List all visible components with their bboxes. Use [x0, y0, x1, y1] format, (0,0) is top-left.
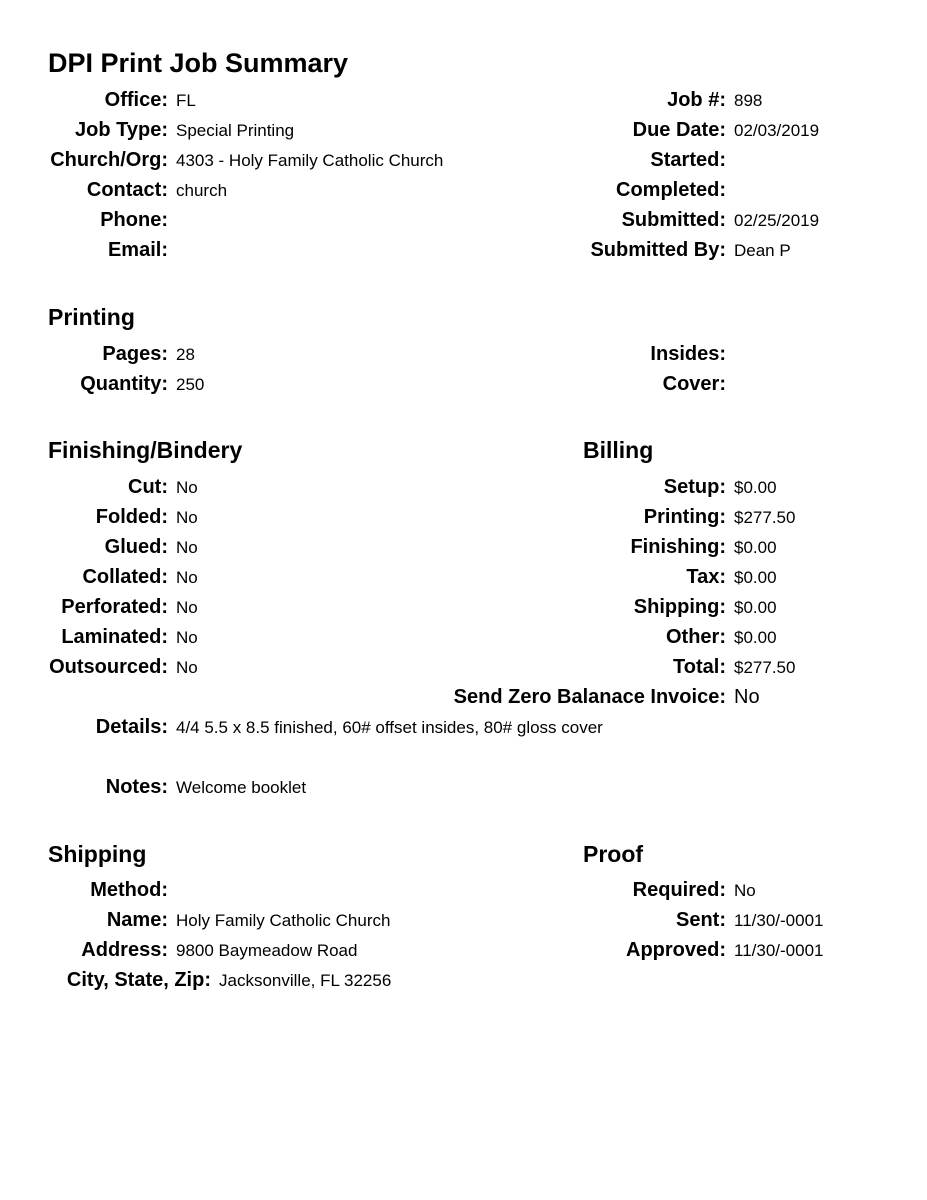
printing-heading: Printing — [48, 304, 135, 330]
billing-label: Other: — [666, 626, 726, 648]
completed-row — [0, 175, 927, 205]
billing-value: $0.00 — [734, 628, 777, 647]
billing-total-row — [0, 652, 927, 682]
finishing-label: Perforated: — [61, 596, 168, 618]
phone-label: Phone: — [100, 209, 168, 231]
church-label: Church/Org: — [50, 149, 168, 171]
billing-value: $277.50 — [734, 508, 796, 527]
completed-label: Completed: — [616, 179, 726, 201]
job-number-value: 898 — [734, 91, 763, 110]
pages-label: Pages: — [102, 343, 168, 365]
finishing-label: Glued: — [104, 536, 168, 558]
job-number-label: Job #: — [667, 89, 726, 111]
billing-row — [0, 562, 927, 592]
proof-approved-value: 11/30/-0001 — [734, 941, 824, 960]
billing-value: $0.00 — [734, 598, 777, 617]
proof-sent-value: 11/30/-0001 — [734, 911, 824, 930]
notes-row — [0, 772, 927, 802]
insides-label: Insides: — [650, 343, 726, 365]
method-label: Method: — [90, 879, 168, 901]
submitted-row — [0, 205, 927, 235]
contact-label: Contact: — [86, 179, 168, 201]
finishing-value: No — [176, 508, 198, 527]
due-date-row — [0, 115, 927, 145]
notes-label: Notes: — [105, 776, 168, 798]
job-number-row — [0, 85, 927, 115]
office-label: Office: — [104, 89, 168, 111]
ship-name-label: Name: — [106, 909, 168, 931]
quantity-label: Quantity: — [80, 373, 168, 395]
zero-balance-label: Send Zero Balanace Invoice: — [453, 686, 726, 708]
cover-row — [0, 369, 927, 399]
started-row — [0, 145, 927, 175]
finishing-label: Cut: — [128, 476, 168, 498]
city-state-zip-value: Jacksonville, FL 32256 — [219, 971, 392, 990]
billing-row — [0, 592, 927, 622]
notes-value: Welcome booklet — [176, 778, 307, 797]
shipping-heading: Shipping — [48, 841, 147, 867]
billing-label: Tax: — [686, 566, 726, 588]
finishing-label: Folded: — [95, 506, 168, 528]
city-state-zip-label: City, State, Zip: — [66, 969, 211, 991]
finishing-value: No — [176, 478, 198, 497]
quantity-value: 250 — [176, 375, 205, 394]
billing-total-label: Total: — [673, 656, 726, 678]
submitted-by-value: Dean P — [734, 241, 791, 260]
billing-row — [0, 532, 927, 562]
proof-required-value: No — [734, 881, 756, 900]
job-type-value: Special Printing — [176, 121, 295, 140]
billing-label: Printing: — [643, 506, 726, 528]
submitted-by-row — [0, 235, 927, 265]
finishing-label: Outsourced: — [49, 656, 168, 678]
proof-sent-label: Sent: — [676, 909, 726, 931]
billing-label: Shipping: — [633, 596, 726, 618]
page-title: DPI Print Job Summary — [48, 48, 349, 78]
proof-approved-row — [0, 935, 927, 965]
billing-label: Setup: — [663, 476, 726, 498]
office-value: FL — [176, 91, 196, 110]
billing-row — [0, 622, 927, 652]
finishing-value: No — [176, 598, 198, 617]
billing-row — [0, 502, 927, 532]
billing-value: $0.00 — [734, 478, 777, 497]
billing-row — [0, 472, 927, 502]
due-date-label: Due Date: — [632, 119, 726, 141]
zero-balance-value: No — [734, 686, 760, 708]
address-value: 9800 Baymeadow Road — [176, 941, 358, 960]
proof-required-label: Required: — [632, 879, 726, 901]
details-value: 4/4 5.5 x 8.5 finished, 60# offset insides, 80# gloss cover — [176, 718, 603, 737]
submitted-by-label: Submitted By: — [590, 239, 726, 261]
church-value: 4303 - Holy Family Catholic Church — [176, 151, 444, 170]
billing-label: Finishing: — [630, 536, 726, 558]
started-label: Started: — [650, 149, 726, 171]
address-label: Address: — [81, 939, 168, 961]
billing-total-value: $277.50 — [734, 658, 796, 677]
proof-required-row — [0, 875, 927, 905]
city-state-zip-row — [0, 965, 927, 995]
proof-sent-row — [0, 905, 927, 935]
ship-name-value: Holy Family Catholic Church — [176, 911, 391, 930]
zero-balance-row — [0, 682, 927, 712]
insides-row — [0, 339, 927, 369]
job-type-label: Job Type: — [75, 119, 168, 141]
due-date-value: 02/03/2019 — [734, 121, 820, 140]
finishing-value: No — [176, 538, 198, 557]
finishing-value: No — [176, 568, 198, 587]
pages-value: 28 — [176, 345, 195, 364]
submitted-value: 02/25/2019 — [734, 211, 820, 230]
proof-approved-label: Approved: — [626, 939, 726, 961]
submitted-label: Submitted: — [621, 209, 726, 231]
billing-value: $0.00 — [734, 568, 777, 587]
finishing-heading: Finishing/Bindery — [48, 437, 243, 463]
details-row — [0, 712, 927, 742]
billing-heading: Billing — [583, 437, 654, 463]
billing-value: $0.00 — [734, 538, 777, 557]
finishing-value: No — [176, 628, 198, 647]
details-label: Details: — [95, 716, 168, 738]
finishing-value: No — [176, 658, 198, 677]
contact-value: church — [176, 181, 228, 200]
finishing-label: Laminated: — [61, 626, 168, 648]
cover-label: Cover: — [662, 373, 726, 395]
proof-heading: Proof — [583, 841, 644, 867]
email-label: Email: — [107, 239, 168, 261]
finishing-label: Collated: — [82, 566, 168, 588]
